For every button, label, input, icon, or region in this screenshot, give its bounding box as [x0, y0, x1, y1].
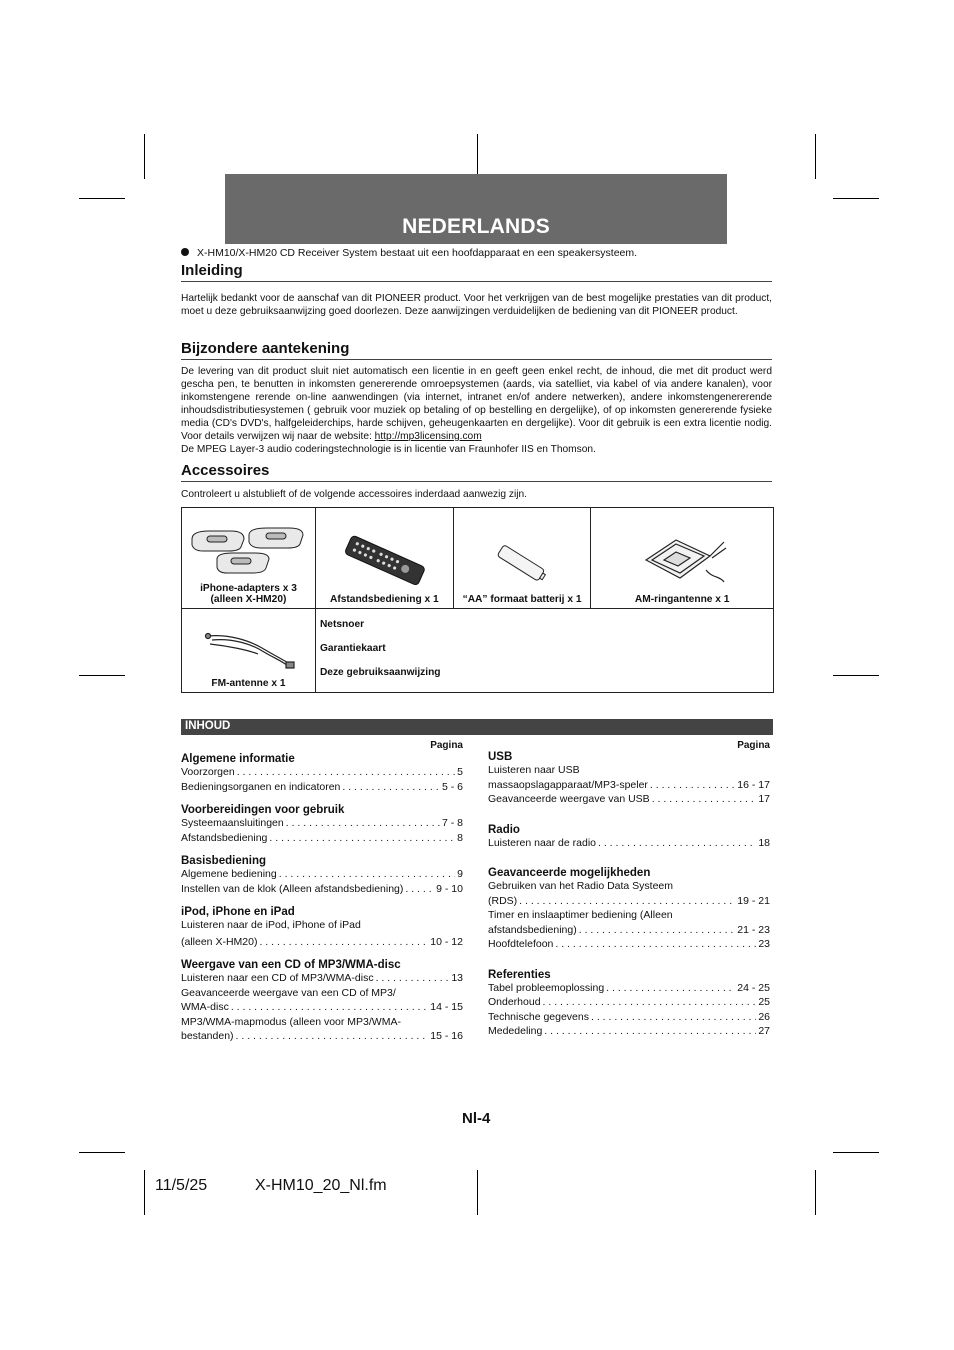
crop-mark — [79, 675, 125, 676]
iphone-adapters-label: iPhone-adapters x 3 — [200, 583, 297, 594]
iphone-adapters-note: (alleen X-HM20) — [210, 594, 287, 605]
toc-row[interactable]: Afstandsbediening . . . 8 — [181, 831, 463, 846]
crop-mark — [833, 675, 879, 676]
language-title: NEDERLANDS — [402, 215, 550, 238]
toc-row[interactable]: Geavanceerde weergave van USB . . . 17 — [488, 792, 770, 807]
crop-mark — [477, 1170, 478, 1215]
toc-row[interactable]: (alleen X-HM20) . . . 10 - 12 — [181, 935, 463, 950]
iphone-adapter-icon — [189, 525, 307, 577]
toc-row[interactable]: Luisteren naar de radio . . . 18 — [488, 836, 770, 851]
am-antenna-icon — [632, 530, 732, 588]
toc-row[interactable]: (RDS) . . . 19 - 21 — [488, 894, 770, 909]
fm-antenna-label: FM-antenne x 1 — [211, 678, 286, 689]
heading-inleiding: Inleiding — [181, 262, 772, 282]
intro-bullet — [181, 247, 637, 259]
toc-group-title: Voorbereidingen voor gebruik — [181, 804, 345, 816]
toc-row[interactable]: afstandsbediening) . . . 21 - 23 — [488, 923, 770, 938]
language-banner — [225, 174, 727, 244]
toc-row[interactable]: WMA-disc . . . 14 - 15 — [181, 1000, 463, 1015]
toc-title: INHOUD — [185, 720, 231, 732]
page-number: Nl-4 — [462, 1110, 491, 1127]
crop-mark — [477, 134, 478, 179]
toc-row[interactable]: Technische gegevens . . . 26 — [488, 1010, 770, 1025]
accessory-iphone-adapters — [182, 508, 316, 609]
toc-row[interactable]: Instellen van de klok (Alleen afstandsbediening) . . . 9 - 10 — [181, 882, 463, 897]
toc-row[interactable]: Algemene bediening . . . 9 — [181, 867, 463, 882]
accessory-remote — [315, 508, 453, 609]
battery-label: “AA” formaat batterij x 1 — [462, 594, 582, 605]
battery-icon — [487, 538, 557, 588]
am-antenna-label: AM-ringantenne x 1 — [634, 594, 730, 605]
item-garantiekaart: Garantiekaart — [319, 643, 386, 654]
remote-label: Afstandsbediening x 1 — [329, 594, 439, 605]
toc-header-bar — [181, 719, 773, 735]
toc-group-title: Referenties — [488, 968, 551, 981]
fm-antenna-icon — [198, 624, 298, 672]
toc-row[interactable]: Hoofdtelefoon . . . 23 — [488, 937, 770, 952]
crop-mark — [815, 134, 816, 179]
mpeg-text: De MPEG Layer-3 audio coderingstechnologie is in licentie van Fraunhofer IIS en Thomson. — [181, 444, 596, 455]
toc-row[interactable]: Voorzorgen . . . 5 — [181, 765, 463, 780]
heading-accessoires: Accessoires — [181, 462, 772, 482]
toc-row[interactable]: Systeemaansluitingen . . . 7 - 8 — [181, 816, 463, 831]
toc-row[interactable]: Bedieningsorganen en indicatoren . . . 5 - 6 — [181, 780, 463, 795]
toc-left-column — [181, 740, 463, 1044]
toc-row[interactable]: Luisteren naar een CD of MP3/WMA-disc . . . 13 — [181, 971, 463, 986]
intro-bullet-text: X-HM10/X-HM20 CD Receiver System bestaat uit een hoofdapparaat en een speakersysteem. — [197, 247, 638, 259]
toc-row[interactable]: bestanden) . . . 15 - 16 — [181, 1029, 463, 1044]
footer-date: 11/5/25 — [155, 1177, 208, 1194]
toc-group-title: Algemene informatie — [181, 753, 295, 765]
toc-pagina-label: Pagina — [430, 740, 463, 751]
toc-group-title: iPod, iPhone en iPad — [181, 906, 295, 918]
item-netsnoer: Netsnoer — [319, 619, 365, 630]
crop-mark — [79, 1152, 125, 1153]
toc-group-title: USB — [488, 751, 513, 763]
toc-group-title: Weergave van een CD of MP3/WMA-disc — [181, 959, 401, 971]
crop-mark — [815, 1170, 816, 1215]
toc-row[interactable]: Onderhoud . . . 25 — [488, 995, 770, 1010]
toc-row[interactable]: massaopslagapparaat/MP3-speler . . . 16 - 17 — [488, 778, 770, 793]
toc-group-title: Radio — [488, 823, 520, 836]
toc-line[interactable]: Gebruiken van het Radio Data Systeem — [488, 880, 674, 892]
toc-line[interactable]: Luisteren naar USB — [488, 764, 580, 776]
heading-bijzondere-aantekening: Bijzondere aantekening — [181, 340, 772, 360]
text-bijzondere-aantekening — [181, 365, 772, 456]
bullet-icon — [181, 248, 189, 256]
text-inleiding: Hartelijk bedankt voor de aanschaf van dit PIONEER product. Voor het verkrijgen van de best mogelijke prestaties van dit product, moet u deze gebruiksaanwijzing goed doorlezen. Deze aanwijzingen verduidelijken de bediening van dit PIONEER product. — [181, 293, 772, 317]
crop-mark — [144, 134, 145, 179]
accessories-table — [181, 507, 774, 693]
license-text: De levering van dit product sluit niet automatisch een licentie in en geeft geen enkel recht, de inhoud, die met dit product werd gescha pen, te benutten in inkomsten genererende omroepsystemen (aards, via satelliet, via kabel of via andere kanalen), voor inkomstengene rerende on-line aanwendingen (via internet, intranet en/of andere netwerken), andere inkomstengenererende inhoudsdistributiesystemen ( gebruik voor muziek op betaling of op bestelling en dergelijke), of op inkomsten genererende fysieke media (CD's DVD's, halfgeleiderchips, harde schijven, geheugenkaarten en dergelijke). Voor dit gebruik is een extra licentie nodig. Voor details verwijzen wij naar de website: — [181, 366, 772, 442]
toc-line[interactable]: Geavanceerde weergave van een CD of MP3/ — [181, 986, 396, 999]
footer-filename: X-HM10_20_Nl.fm — [255, 1177, 387, 1194]
toc-group-title: Basisbediening — [181, 855, 266, 867]
toc-row[interactable]: Tabel probleemoplossing . . . 24 - 25 — [488, 981, 770, 996]
item-gebruiksaanwijzing: Deze gebruiksaanwijzing — [319, 667, 441, 678]
license-link[interactable]: http://mp3licensing.com — [374, 431, 482, 442]
crop-mark — [79, 198, 125, 199]
toc-line[interactable]: Luisteren naar de iPod, iPhone of iPad — [181, 919, 361, 931]
text-accessoires: Controleert u alstublieft of de volgende accessoires inderdaad aanwezig zijn. — [181, 489, 528, 500]
crop-mark — [833, 198, 879, 199]
toc-pagina-label: Pagina — [737, 740, 770, 751]
toc-group-title: Geavanceerde mogelijkheden — [488, 867, 651, 879]
remote-control-icon — [339, 532, 429, 588]
toc-line[interactable]: Timer en inslaaptimer bediening (Alleen — [488, 909, 673, 921]
toc-row[interactable]: Mededeling . . . 27 — [488, 1024, 770, 1039]
accessory-other-items — [315, 609, 773, 693]
accessory-battery — [453, 508, 591, 609]
accessory-am-antenna — [591, 508, 774, 609]
toc-line[interactable]: MP3/WMA-mapmodus (alleen voor MP3/WMA- — [181, 1015, 401, 1028]
toc-right-column — [488, 740, 770, 1039]
accessory-fm-antenna — [182, 609, 316, 693]
crop-mark — [144, 1170, 145, 1215]
crop-mark — [833, 1152, 879, 1153]
